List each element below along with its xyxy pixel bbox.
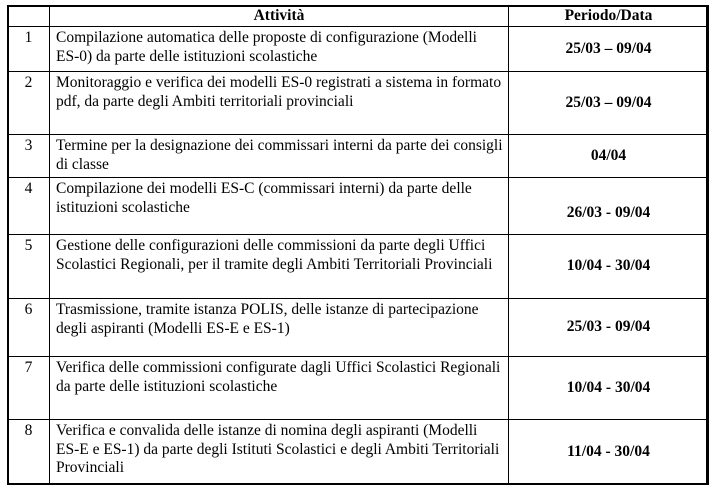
row-activity: Termine per la designazione dei commissari interni da parte dei consigli di classe [50,135,509,178]
row-number: 4 [8,178,50,235]
row-activity: Compilazione automatica delle proposte di configurazione (Modelli ES-0) da parte delle istituzioni scolastiche [50,27,509,72]
row-activity: Verifica e convalida delle istanze di nomina degli aspiranti (Modelli ES-E e ES-1) da parte degli Istituti Scolastici e degli Ambiti Territoriali Provinciali [50,420,509,485]
row-period: 10/04 - 30/04 [509,235,709,299]
table-outer-border [7,5,708,485]
row-period: 10/04 - 30/04 [509,357,709,420]
header-activity: Attività [50,6,509,27]
row-period: 25/03 – 09/04 [509,27,709,72]
row-activity: Gestione delle configurazioni delle commissioni da parte degli Uffici Scolastici Regionali, per il tramite degli Ambiti Territoriali Provinciali [50,235,509,299]
row-period: 04/04 [509,135,709,178]
row-activity: Compilazione dei modelli ES-C (commissari interni) da parte delle istituzioni scolastiche [50,178,509,235]
row-number: 3 [8,135,50,178]
row-period: 25/03 - 09/04 [509,299,709,357]
row-number: 2 [8,72,50,135]
row-activity: Monitoraggio e verifica dei modelli ES-0 registrati a sistema in formato pdf, da parte degli Ambiti territoriali provinciali [50,72,509,135]
row-period: 26/03 - 09/04 [509,178,709,235]
row-activity: Trasmissione, tramite istanza POLIS, delle istanze di partecipazione degli aspiranti (Modelli ES-E e ES-1) [50,299,509,357]
row-number: 7 [8,357,50,420]
row-number: 6 [8,299,50,357]
row-number: 1 [8,27,50,72]
row-period: 25/03 – 09/04 [509,72,709,135]
header-period: Periodo/Data [509,6,709,27]
row-period: 11/04 - 30/04 [509,420,709,485]
row-activity: Verifica delle commissioni configurate dagli Uffici Scolastici Regionali da parte delle istituzioni scolastiche [50,357,509,420]
row-number: 5 [8,235,50,299]
row-number: 8 [8,420,50,485]
